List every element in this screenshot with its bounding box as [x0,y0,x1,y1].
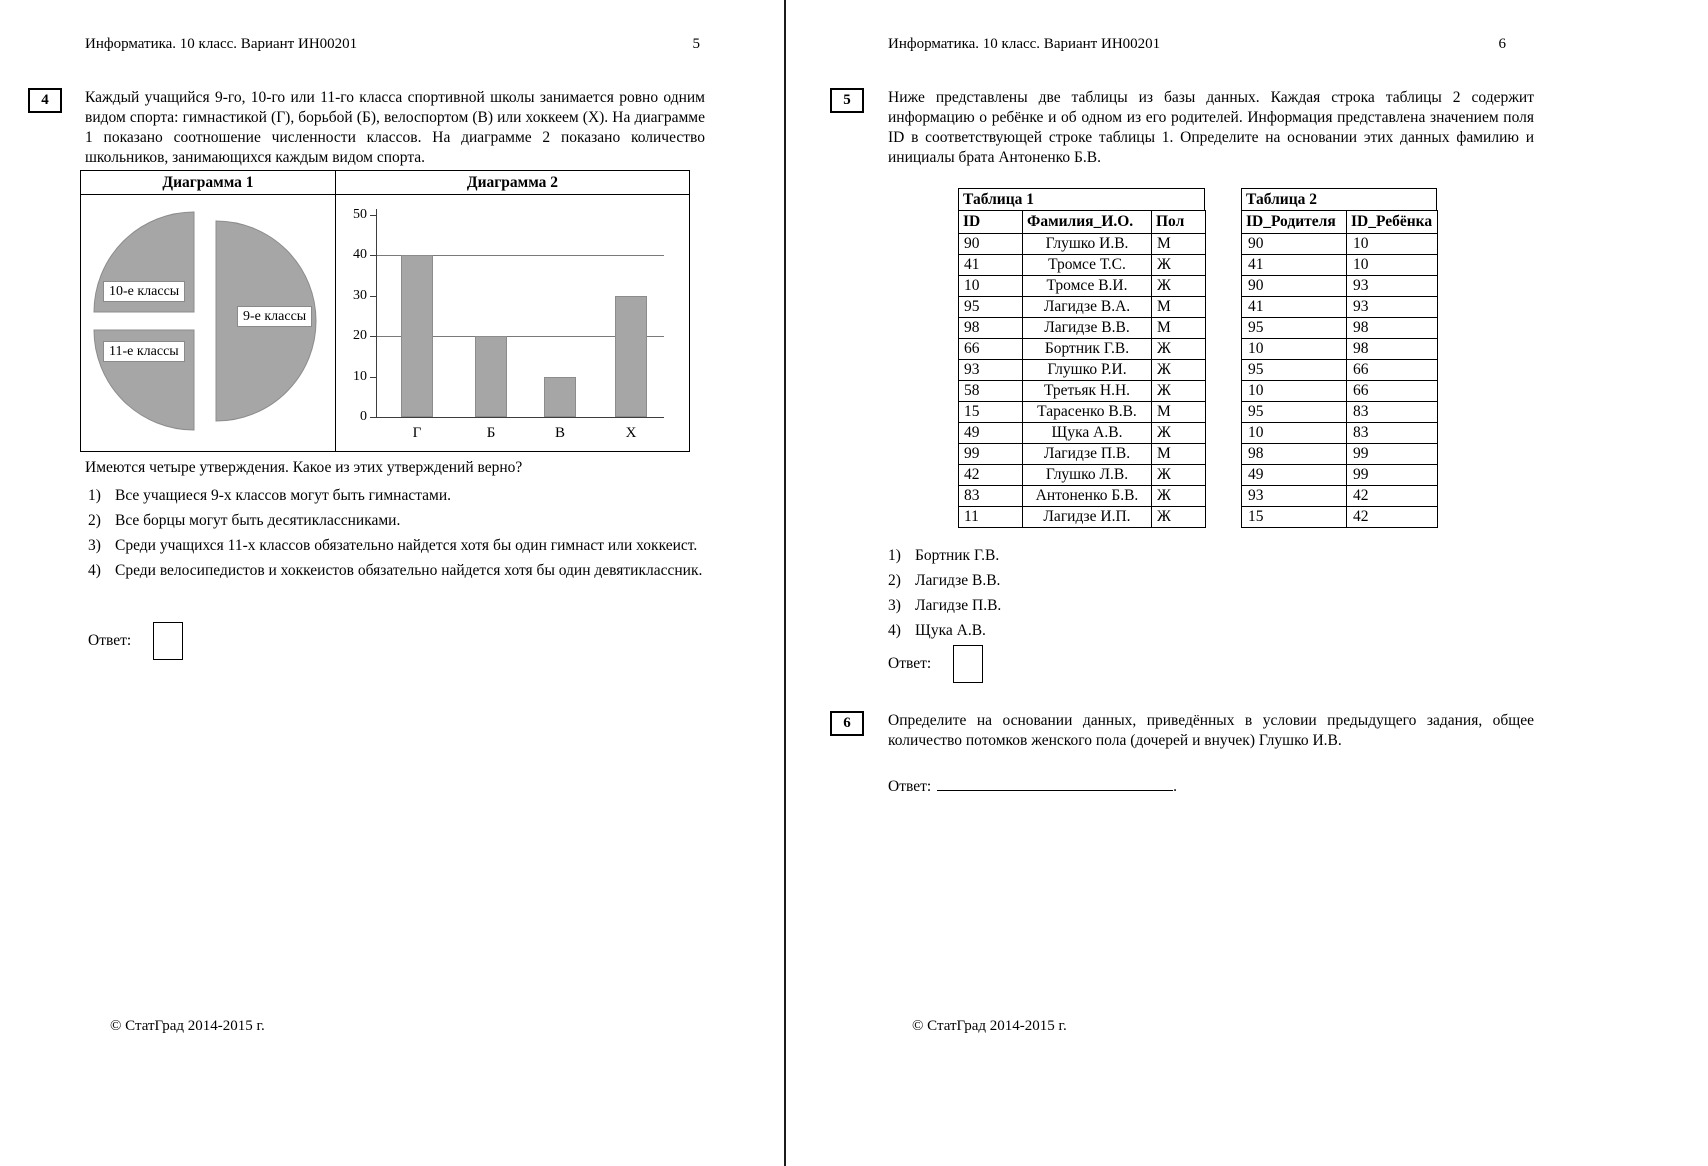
table-cell: Ж [1152,276,1206,297]
answer-box [153,622,183,660]
table-cell: 10 [1347,234,1438,255]
table-cell: Ж [1152,339,1206,360]
table-row [959,402,1206,423]
pie-label-9th-grade: 9-е классы [237,306,312,327]
table1 [958,188,1206,528]
task-number: 5 [843,92,851,108]
task-number: 4 [41,92,49,108]
diagram2-panel [336,171,689,451]
diagram2-title: Диаграмма 2 [336,171,689,195]
table-cell: Лагидзе П.В. [1023,444,1152,465]
table-row [1242,297,1438,318]
footer: © СтатГрад 2014-2015 г. [912,1018,1067,1034]
table-row [959,486,1206,507]
task-number-badge [28,88,62,113]
table2-grid [1241,210,1438,528]
table-header-cell: ID_Ребёнка [1347,211,1438,234]
table1-caption: Таблица 1 [958,188,1205,211]
table2-header-row [1242,211,1438,234]
table-cell: Ж [1152,486,1206,507]
bar [544,377,576,417]
option-item [888,596,1508,616]
answer-label: Ответ: [88,632,132,649]
table-cell: Ж [1152,381,1206,402]
table-cell: 93 [1347,297,1438,318]
y-tick-label: 20 [353,328,367,344]
page-header [85,36,700,53]
page-number: 6 [1498,36,1506,52]
table-cell: 99 [1347,444,1438,465]
table-cell: М [1152,402,1206,423]
table-row [1242,465,1438,486]
option-number: 3) [888,597,901,614]
x-category-label: Г [412,425,422,441]
table-cell: 41 [959,255,1023,276]
table-cell: Глушко И.В. [1023,234,1152,255]
table-cell: 95 [1242,360,1347,381]
task5-options [888,546,1508,646]
option-item [88,486,706,506]
task5-answer-row [888,645,983,683]
answer-label: Ответ: [888,778,932,795]
table-cell: 90 [1242,234,1347,255]
y-tick-label: 0 [360,409,367,424]
tables-row [958,188,1438,528]
table-cell: 83 [1347,402,1438,423]
table-row [959,339,1206,360]
page-5 [0,0,784,1166]
task5-text: Ниже представлены две таблицы из базы данных. Каждая строка таблицы 2 содержит информацию о ребёнке и об одном из его родителей. Информация представлена значением поля ID в соответствующей строке таблицы 1. Определите на основании этих данных фамилию и инициалы брата Антоненко Б.В. [888,89,1534,166]
page-6 [786,0,1708,1166]
table-cell: М [1152,297,1206,318]
table2 [1241,188,1438,528]
table-row [959,360,1206,381]
option-text: Среди учащихся 11-х классов обязательно найдется хотя бы один гимнаст или хоккеист. [115,537,698,554]
table-header-cell: Пол [1152,211,1206,234]
table-cell: Ж [1152,423,1206,444]
table-cell: 49 [959,423,1023,444]
table2-caption: Таблица 2 [1241,188,1437,211]
bar-chart [336,195,689,451]
table-cell: 93 [1347,276,1438,297]
table-row [959,255,1206,276]
pie-label-11th-grade: 11-е классы [103,341,185,362]
y-tick-label: 50 [353,207,367,222]
table-row [1242,234,1438,255]
table-cell: 10 [959,276,1023,297]
option-text: Лагидзе П.В. [915,597,1002,614]
table-row [959,465,1206,486]
table-header-cell: Фамилия_И.О. [1023,211,1152,234]
table-cell: 93 [1242,486,1347,507]
y-tick-label: 40 [353,247,367,263]
table2-body [1242,234,1438,528]
task6-answer-row [888,775,1177,796]
option-text: Бортник Г.В. [915,547,1000,564]
bar [401,255,433,417]
option-number: 2) [88,512,101,529]
table-cell: 99 [959,444,1023,465]
table-row [1242,360,1438,381]
table-cell: 15 [1242,507,1347,528]
table-cell: 93 [959,360,1023,381]
table-cell: Тромсе Т.С. [1023,255,1152,276]
y-axis [376,209,377,417]
table-cell: 10 [1242,423,1347,444]
figure-diagrams [80,170,690,452]
option-item [888,546,1508,566]
option-number: 4) [88,562,101,579]
table-header-cell: ID [959,211,1023,234]
option-text: Щука А.В. [915,622,986,639]
table-cell: Третьяк Н.Н. [1023,381,1152,402]
table-cell: 42 [1347,486,1438,507]
table-cell: 83 [1347,423,1438,444]
answer-label: Ответ: [888,655,932,672]
table-cell: Ж [1152,360,1206,381]
x-category-label: В [554,425,565,441]
table1-header-row [959,211,1206,234]
task-number: 6 [843,715,851,731]
table-cell: Бортник Г.В. [1023,339,1152,360]
option-text: Все борцы могут быть десятиклассниками. [115,512,401,529]
table-cell: Щука А.В. [1023,423,1152,444]
option-item [88,561,706,581]
header-title: Информатика. 10 класс. Вариант ИН00201 [888,36,1161,52]
task4-text: Каждый учащийся 9-го, 10-го или 11-го класса спортивной школы занимается ровно одним видом спорта: гимнастикой (Г), борьбой (Б), велоспортом (В) или хоккеем (Х). На диаграмме 1 показано соотношение численности классов. На диаграмме 2 показано количество школьников, занимающихся каждым видом спорта. [85,89,705,166]
task-number-badge [830,88,864,113]
table-row [1242,507,1438,528]
option-item [88,511,706,531]
table-row [1242,318,1438,339]
page-header [888,36,1506,53]
table-cell: 41 [1242,255,1347,276]
bar [475,336,507,417]
table-row [1242,381,1438,402]
table-row [1242,486,1438,507]
table-cell: Ж [1152,507,1206,528]
table-cell: Ж [1152,255,1206,276]
page-number: 5 [692,36,700,52]
table-cell: Ж [1152,465,1206,486]
table-cell: Лагидзе В.А. [1023,297,1152,318]
pie-chart [81,195,335,451]
table-cell: 66 [1347,360,1438,381]
diagram1-panel [81,171,336,451]
table-row [1242,255,1438,276]
table-cell: Глушко Л.В. [1023,465,1152,486]
option-item [888,621,1508,641]
option-text: Среди велосипедистов и хоккеистов обязательно найдется хотя бы один девятиклассник. [115,562,703,579]
table-cell: М [1152,318,1206,339]
option-number: 2) [888,572,901,589]
table-row [959,234,1206,255]
table-cell: 98 [1242,444,1347,465]
answer-line [937,775,1173,791]
option-number: 1) [888,547,901,564]
table-row [1242,339,1438,360]
table-row [959,444,1206,465]
footer: © СтатГрад 2014-2015 г. [110,1018,265,1034]
table-cell: Лагидзе В.В. [1023,318,1152,339]
option-text: Лагидзе В.В. [915,572,1001,589]
table-cell: 42 [959,465,1023,486]
table-cell: 90 [1242,276,1347,297]
task6-text: Определите на основании данных, приведённых в условии предыдущего задания, общее количество потомков женского пола (дочерей и внучек) Глушко И.В. [888,712,1534,749]
table-cell: 15 [959,402,1023,423]
bar [615,296,647,417]
header-title: Информатика. 10 класс. Вариант ИН00201 [85,36,358,52]
x-category-label: Б [486,425,496,441]
option-item [888,571,1508,591]
table-cell: 98 [1347,339,1438,360]
table-row [959,381,1206,402]
table-row [959,276,1206,297]
table1-grid [958,210,1206,528]
table-cell: М [1152,234,1206,255]
option-item [88,536,706,556]
task4-question: Имеются четыре утверждения. Какое из этих утверждений верно? [85,459,523,476]
table-row [1242,444,1438,465]
table-cell: 66 [959,339,1023,360]
table-cell: 11 [959,507,1023,528]
table-cell: 49 [1242,465,1347,486]
table-cell: 90 [959,234,1023,255]
table-cell: 98 [959,318,1023,339]
task4-options [88,486,706,586]
table-cell: 58 [959,381,1023,402]
table-cell: Антоненко Б.В. [1023,486,1152,507]
table-row [1242,402,1438,423]
table-cell: 95 [1242,402,1347,423]
option-number: 1) [88,487,101,504]
table-row [959,507,1206,528]
table-cell: 41 [1242,297,1347,318]
table-cell: 95 [1242,318,1347,339]
table-cell: 10 [1242,339,1347,360]
table-row [959,318,1206,339]
table-row [1242,423,1438,444]
diagram1-title: Диаграмма 1 [81,171,335,195]
table-cell: Тарасенко В.В. [1023,402,1152,423]
option-number: 4) [888,622,901,639]
table-cell: 95 [959,297,1023,318]
table-cell: М [1152,444,1206,465]
table-cell: 42 [1347,507,1438,528]
x-axis [376,417,664,418]
table-row [1242,276,1438,297]
table-cell: Глушко Р.И. [1023,360,1152,381]
y-tick-label: 30 [353,287,367,303]
table-header-cell: ID_Родителя [1242,211,1347,234]
x-category-label: Х [625,425,637,441]
task-number-badge [830,711,864,736]
table-cell: 10 [1347,255,1438,276]
task4-answer-row [88,622,183,660]
table-cell: 10 [1242,381,1347,402]
table-cell: 99 [1347,465,1438,486]
answer-suffix: . [1173,778,1178,795]
table-cell: 98 [1347,318,1438,339]
y-tick-label: 10 [353,368,367,384]
answer-box [953,645,983,683]
table-cell: 83 [959,486,1023,507]
table-cell: 66 [1347,381,1438,402]
option-text: Все учащиеся 9-х классов могут быть гимнастами. [115,487,452,504]
table-cell: Тромсе В.И. [1023,276,1152,297]
table-row [959,297,1206,318]
pie-label-10th-grade: 10-е классы [103,281,185,302]
table-cell: Лагидзе И.П. [1023,507,1152,528]
table-row [959,423,1206,444]
table1-body [959,234,1206,528]
option-number: 3) [88,537,101,554]
